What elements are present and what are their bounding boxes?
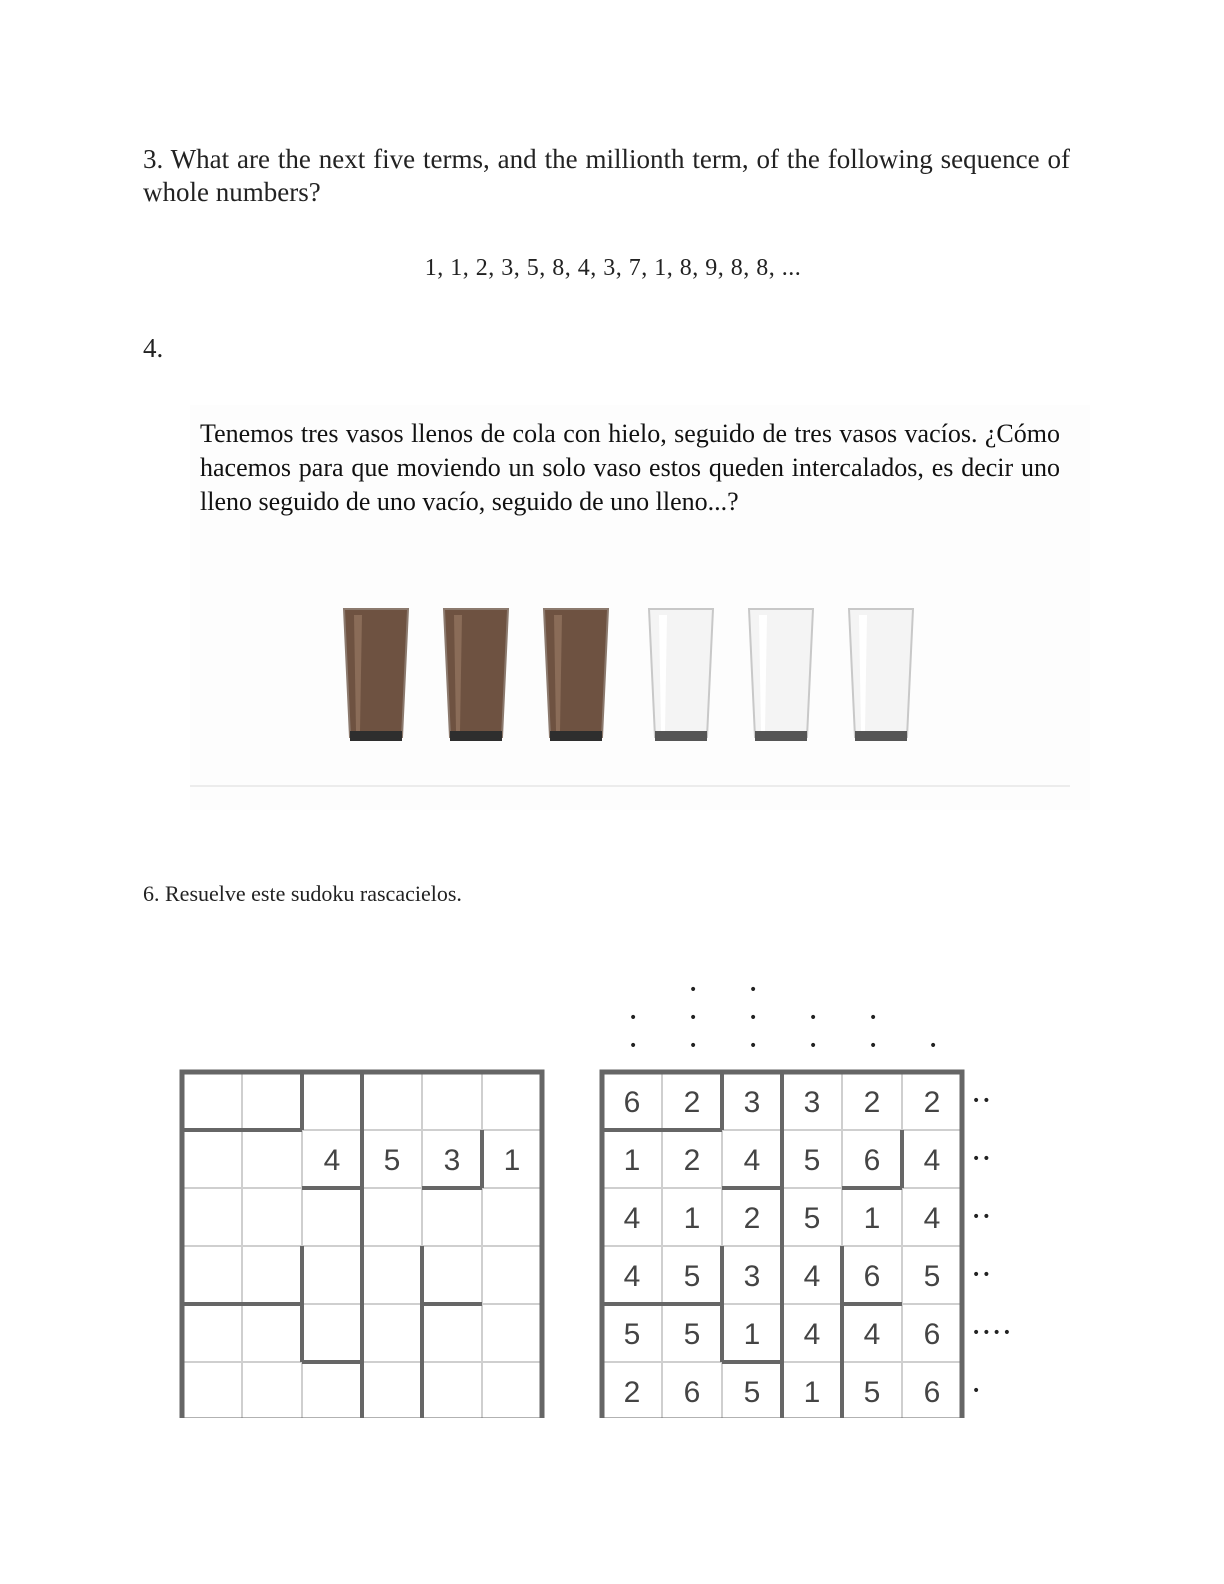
sequence-text: 1, 1, 2, 3, 5, 8, 4, 3, 7, 1, 8, 9, 8, 8, ... xyxy=(424,255,802,281)
right-grid-cell-value: 4 xyxy=(743,1144,761,1177)
right-grid-cell-value: 5 xyxy=(863,1376,881,1409)
question-4-label: 4. xyxy=(143,333,164,363)
right-grid-cell-value: 2 xyxy=(683,1144,701,1177)
puzzle-quote: Tenemos tres vasos llenos de cola con hielo, seguido de tres vasos vacíos. ¿Cómo hacemos para que moviendo un solo vaso estos queden intercalados, es decir uno lleno seguido de uno vacío, seguido de uno lleno...? xyxy=(200,419,1060,516)
right-sudoku-grid xyxy=(598,1068,968,1418)
empty-glass-icon xyxy=(645,605,717,750)
full-glass-icon xyxy=(540,605,612,750)
right-grid-cell-value: 6 xyxy=(863,1260,881,1293)
left-grid-cell-value: 3 xyxy=(443,1144,461,1177)
right-grid-cell-value: 6 xyxy=(683,1376,701,1409)
right-clue: •• xyxy=(972,1151,993,1167)
right-grid-cell-value: 1 xyxy=(623,1144,641,1177)
right-grid-cell-value: 5 xyxy=(923,1260,941,1293)
right-grid-cell-value: 2 xyxy=(623,1376,641,1409)
right-grid-cell-value: 2 xyxy=(743,1202,761,1235)
left-grid-cell-value: 5 xyxy=(383,1144,401,1177)
right-grid-cell-value: 5 xyxy=(743,1376,761,1409)
right-grid-cell-value: 1 xyxy=(743,1318,761,1351)
top-clue: • • • xyxy=(749,982,758,1054)
right-clue: •••• xyxy=(972,1325,1014,1341)
right-grid-cell-value: 4 xyxy=(863,1318,881,1351)
right-clue: •• xyxy=(972,1267,993,1283)
right-grid-cell-value: 6 xyxy=(863,1144,881,1177)
left-sudoku-grid xyxy=(178,1068,548,1418)
top-clue: • • xyxy=(869,1010,878,1054)
question-3-text: 3. What are the next five terms, and the millionth term, of the following sequence of whole numbers? xyxy=(143,144,1070,207)
top-clue: • xyxy=(929,1038,938,1054)
top-clues xyxy=(598,982,968,1060)
right-grid-cell-value: 5 xyxy=(683,1318,701,1351)
right-grid-cell-value: 6 xyxy=(623,1086,641,1119)
right-grid-cell-value: 6 xyxy=(923,1318,941,1351)
right-grid-cell-value: 5 xyxy=(623,1318,641,1351)
right-grid-cell-value: 6 xyxy=(923,1376,941,1409)
right-clue: •• xyxy=(972,1209,993,1225)
puzzle-image xyxy=(190,405,1090,810)
right-grid-cell-value: 4 xyxy=(923,1202,941,1235)
right-grid-cell-value: 3 xyxy=(743,1086,761,1119)
divider xyxy=(190,785,1070,787)
top-clue: • • xyxy=(629,1010,638,1054)
right-grid-cell-value: 4 xyxy=(623,1260,641,1293)
right-grid-cell-value: 1 xyxy=(803,1376,821,1409)
right-clues xyxy=(972,1068,1052,1418)
left-grid-cell-value: 1 xyxy=(503,1144,521,1177)
empty-glass-icon xyxy=(845,605,917,750)
right-grid-cell-value: 4 xyxy=(803,1260,821,1293)
left-grid-cell-value: 4 xyxy=(323,1144,341,1177)
right-grid-cell-value: 5 xyxy=(803,1202,821,1235)
full-glass-icon xyxy=(440,605,512,750)
right-grid-cell-value: 4 xyxy=(623,1202,641,1235)
glasses-row xyxy=(340,605,920,755)
right-clue: • xyxy=(972,1383,983,1399)
right-grid-cell-value: 1 xyxy=(863,1202,881,1235)
top-clue: • • xyxy=(809,1010,818,1054)
empty-glass-icon xyxy=(745,605,817,750)
right-grid-cell-value: 4 xyxy=(923,1144,941,1177)
question-6-text: 6. Resuelve este sudoku rascacielos. xyxy=(143,881,462,906)
right-grid-cell-value: 2 xyxy=(923,1086,941,1119)
right-grid-cell-value: 2 xyxy=(683,1086,701,1119)
top-clue: • • • xyxy=(689,982,698,1054)
right-clue: •• xyxy=(972,1093,993,1109)
right-grid-cell-value: 2 xyxy=(863,1086,881,1119)
right-grid-cell-value: 1 xyxy=(683,1202,701,1235)
full-glass-icon xyxy=(340,605,412,750)
right-grid-cell-value: 5 xyxy=(803,1144,821,1177)
right-grid-cell-value: 3 xyxy=(803,1086,821,1119)
right-grid-cell-value: 5 xyxy=(683,1260,701,1293)
right-grid-cell-value: 3 xyxy=(743,1260,761,1293)
right-grid-cell-value: 4 xyxy=(803,1318,821,1351)
